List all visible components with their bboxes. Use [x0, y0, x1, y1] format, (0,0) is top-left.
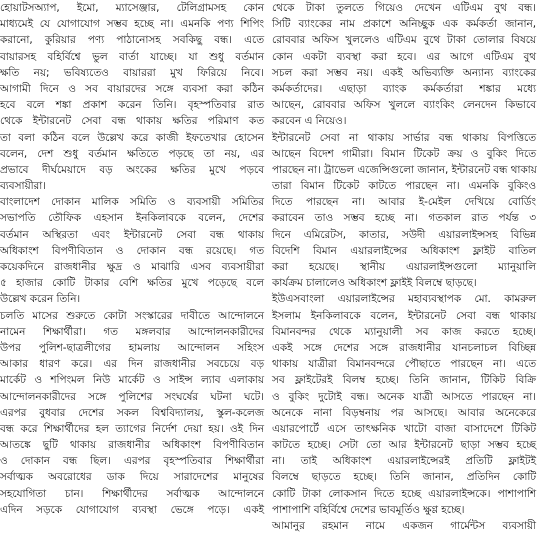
text-line: বর্তমান অস্থিরতা এবং ইন্টারনেট সেবা বন্ধ থাকায়: [0, 228, 264, 241]
text-line: সচল করা সম্ভব নয়। একই অভিব্যক্তি অন্যান্য ব্যাংকের: [272, 66, 536, 79]
text-line: কার্যক্রম চালালেও অধিকাংশ ফ্লাইই বিলম্বে ছাড়ছে।: [272, 277, 477, 290]
text-line: চলতি মাসের শুরুতে কোটা সংস্কারের দাবীতে আন্দোলনে: [0, 309, 264, 322]
text-line: আছেন, রোববার অফিস খুললে ব্যাংকিং লেনদেন কিভাবে: [272, 99, 536, 112]
text-line: আন্দোলনকারীদের সঙ্গে পুলিশের সংঘর্ষের ঘটনা ঘটে।: [0, 390, 264, 403]
text-line: ইন্টারনেট সেবা না থাকায় সার্ভার বন্ধ থাকায় বিপত্তিতে: [272, 131, 536, 144]
text-line: থেকে ইন্টারনেট সেবা বন্ধ থাকায় ক্ষতির পরিমাণ কত: [0, 115, 264, 128]
text-line: বন্ধ করে শিক্ষার্থীদের হল ত্যাগের নির্দেশ দেয়া হয়। ওই দিন: [0, 422, 264, 435]
text-line: বিলম্বে ছাড়তে হচ্ছে। তিনি জানান, প্রতিদিন কোটি: [272, 471, 536, 484]
text-line: আকার ধারণ করে। এর দিন রাজধানীর সবচেয়ে বড়: [0, 358, 264, 371]
text-line: বিমানবন্দর থেকে ম্যানুয়ালী সব কাজ করতে হচ্ছে।: [272, 325, 536, 338]
text-line: ব্যবসায়ীরা।: [0, 180, 46, 193]
text-line: অনেকে নানা বিড়ম্বনায় পর আসছে। আবার অনেকেরে: [272, 406, 536, 419]
text-line: বলেন, দেশ শুধু বর্তমান ক্ষতিতে পড়ছে তা নয়, এর: [0, 147, 264, 160]
text-line: আমানুর রহমান নামে একজন গার্মেন্টস ব্যবসায়ী: [272, 520, 536, 532]
text-line: ক্ষতি নয়; ভবিষ্যতেও বায়াররা মুখ ফিরিয়ে নিবে।: [0, 66, 264, 79]
text-line: সভাপতি তৌফিক এহসান ইনকিলাবকে বলেন, দেশের: [0, 212, 264, 225]
text-line: থেকে টাকা তুলতে গিয়েও দেখেন এটিএম বুথ বন্ধ।: [272, 2, 536, 14]
text-line: কাটতে হচ্ছে। সেটা তো আর ইন্টারনেট ছাড়া সম্ভব হচ্ছে: [272, 439, 536, 452]
text-line: করবেন এ নিয়েও।: [272, 115, 347, 128]
text-line: দিনে এমিরেটস, কাতার, সউদী এয়ারলাইন্সসহ বিভিন্ন: [272, 228, 536, 241]
text-line: মাধ্যমেই যে যোগাযোগ সম্ভব হচ্ছে না। এমনকি পণ্য শিপিং: [0, 18, 264, 31]
text-line: উল্লেখ করেন তিনি।: [0, 293, 81, 306]
text-line: ইসলাম ইনকিলাবকে বলেন, ইন্টারনেট সেবা বন্ধ থাকায়: [272, 309, 536, 322]
text-line: পাশাপাশি বহির্বিশ্বে দেশের ভাবমূর্তিও ক্ষুণ্ণ হচ্ছে।: [272, 503, 465, 516]
text-line: উপর পুলিশ-ছাত্রলীগের হামলায় আন্দোলন সহিংস: [0, 341, 264, 354]
text-line: রোববার অফিস খুললেও এটিএম বুথে টাকা তোলার বিষয়ে: [272, 34, 536, 47]
text-line: কয়েকদিনে রাজধানীর ক্ষুদ্র ও মাঝারি এসব ব্যবসায়ীরা: [0, 261, 264, 273]
column-gutter: [266, 0, 270, 440]
text-line: কোটি টাকা লোকসান দিতে হচ্ছে এয়ারলাইন্সকে। পাশাপাশি: [272, 487, 536, 500]
text-line: করানো, কুরিয়ার পণ্য পাঠানোসহ সবকিছু বন্ধ। এতে: [0, 34, 264, 47]
text-line: কোন একটা ব্যবস্থা করা হবে। এর আগে এটিএম বুথ: [272, 50, 536, 63]
text-line: সহযোগিতা চান। শিক্ষার্থীদের সর্বাত্মক আন্দোলনে: [0, 487, 264, 500]
text-line: তারা বিমান টিকেট কাটতে পারছেন না। এমনকি বুকিংও: [272, 180, 536, 193]
text-line: না। তাই অধিকাংশ এয়ারলাইন্সেরই প্রতিটি ফ্লাইটই: [272, 455, 536, 468]
text-line: এদিন সড়কে যোগাযোগ ব্যবস্থা ভেঙ্গে পড়ে। একই: [0, 503, 264, 516]
text-line: এয়ারপোর্টে এসে তাৎক্ষনিক খাটো বাজা বাসাদেশে টিকিট: [272, 422, 536, 435]
text-line: হোয়াটসঅ্যাপ, ইমো, ম্যাসেঞ্জার, টেলিগ্রামসহ কোন: [0, 2, 264, 14]
text-line: করা হয়েছে। স্থানীয় এয়ারলাইন্সগুলো ম্যানুয়ালি: [272, 261, 536, 273]
text-line: এরপর বুধবার দেশের সকল বিশ্ববিদ্যালয়, স্কুল-কলেজ: [0, 406, 264, 419]
text-line: একই সঙ্গে দেশের সঙ্গে রাজধানীর যানচলাচল বিচ্ছিন্ন: [272, 341, 536, 354]
text-line: ইউএসবাংলা এয়ারলাইন্সের মহাব্যবস্থাপক মো. কামরুল: [272, 293, 536, 306]
text-line: ৫ হাজার কোটি টাকার বেশি ক্ষতির মুখে পড়েছে বলে: [0, 277, 264, 290]
text-line: সর্বাত্মক অবরোধের ডাক দিয়ে সারাদেশের মানুষের: [0, 471, 264, 484]
text-line: আছেন বিদেশ গামীরা। বিমান টিকেট ক্রয় ও বুকিং দিতে: [272, 147, 536, 160]
text-line: থাকায় যাত্রীরা বিমানবন্দরে পৌছাতে পারছেন না। এতে: [272, 358, 536, 371]
text-line: করাবেন তাও সম্ভব হচ্ছে না। গতকাল রাত পর্যন্ত ৩: [272, 212, 536, 225]
text-line: পারছেন না। ট্রাভেল এজেন্সিগুলো জানান, ইন্টারনেট বন্ধ থাকায়: [272, 163, 537, 176]
text-line: বায়ারসহ বহির্বিশ্বে ভুল বার্তা যাচ্ছে। যা শুধু বর্তমান: [0, 50, 264, 63]
text-line: হবে বলে শঙ্কা প্রকাশ করেন তিনি। বৃহস্পতিবার রাত: [0, 99, 264, 112]
text-line: দিতে পারছেন না। আবার ই-মেইল দেখিয়ে বোর্ডিং: [272, 196, 536, 209]
text-line: ও দোকান বন্ধ ছিল। এরপর বৃহস্পতিবার শিক্ষার্থীরা: [0, 455, 264, 468]
text-line: সব ফ্লাইটেরই বিলম্ব হচ্ছে। তিনি জানান, টিকিট বিক্রি: [272, 374, 536, 387]
text-line: অধিকাংশ বিপণীবিতান ও দোকান বন্ধ রয়েছে। গত: [0, 244, 264, 257]
text-line: বাংলাদেশ দোকান মালিক সমিতি ও ব্যবসায়ী সমিতির: [0, 196, 264, 209]
text-line: বিদেশি বিমান এয়ারলাইন্সের অধিকাংশ ফ্লাইট বাতিল: [272, 244, 536, 257]
text-line: মার্কেট ও শপিংমল নিউ মার্কেট ও সাইন্স ল্যাব এলাকায়: [0, 374, 264, 387]
text-line: আগামী দিনে ও সব বায়ারদের সঙ্গে ব্যবসা করা কঠিন: [0, 82, 264, 95]
article-column-right: [272, 0, 537, 532]
text-line: কর্মকর্তাদের। এছাড়া ব্যাংক কর্মকর্তারা শঙ্কার মধ্যে: [272, 82, 536, 95]
article-column-left: [0, 0, 264, 516]
text-line: ও বুকিং দুটোই বন্ধ। অনেক যাত্রী আসতে পারছেন না।: [272, 390, 536, 403]
text-line: সিটি ব্যাংকের নাম প্রকাশে অনিচ্ছুক এক কর্মকর্তা জানান,: [272, 18, 536, 31]
text-line: আতঙ্কে ছুটি থাকায় রাজধানীর অধিকাংশ বিপণীবিতান: [0, 439, 264, 452]
text-line: তা বলা কঠিন বলে উল্লেখ করে কাজী ইফতেখার হোসেন: [0, 131, 264, 144]
text-line: প্রভাবে দীর্ঘমেয়াদে বড় অংকের ক্ষতির মুখে পড়বে: [0, 163, 264, 176]
text-line: নামেন শিক্ষার্থীরা। গত মঙ্গলবার আন্দোলনকারীদের: [0, 325, 264, 338]
